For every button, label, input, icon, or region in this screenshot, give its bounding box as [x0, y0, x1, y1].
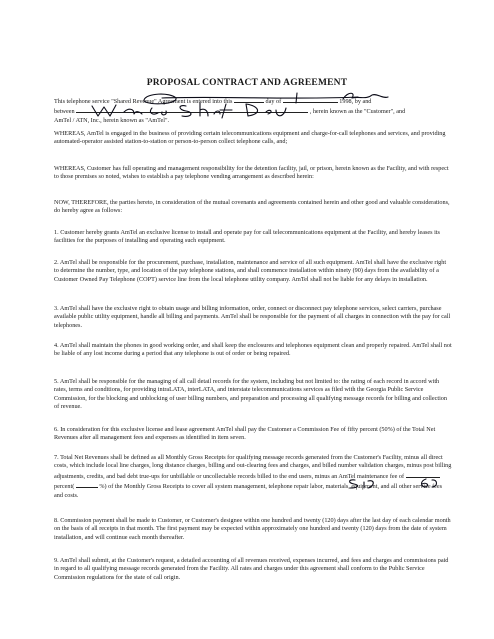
- clause-3: 3. AmTel shall have the exclusive right to obtain usage and billing information, order, connect or disconnect pay telephone services, select carriers, purchase available public utility equipment, handle all billing and payments. AmTel shall be responsible for the payment of all charges in connection with the pay for call telephones.: [54, 305, 451, 329]
- preamble-line-1: This telephone service "Shared Revenue" Agreement is entered into this day of 1998, by and: [54, 98, 372, 105]
- clause-4: 4. AmTel shall maintain the phones in good working order, and shall keep the enclosures and telephones equipment clean and properly repaired. AmTel shall not be liable of any lost income during a period that any telephone is out of order or being repaired.: [54, 342, 452, 358]
- customer-name-blank: [76, 106, 308, 113]
- document-title: PROPOSAL CONTRACT AND AGREEMENT: [146, 78, 348, 88]
- day-blank: [234, 96, 264, 103]
- maintenance-fee-blank: [406, 471, 440, 478]
- clause-1: 1. Customer hereby grants AmTel an exclusive license to install and operate pay for call telecommunications equipment at the Facility, and hereby leases its facilities for the purposes of installing and operating such equipment.: [54, 229, 440, 245]
- clause-8: 8. Commission payment shall be made to Customer, or Customer's designee within one hundred and twenty (120) days after the last day of each calendar month on the basis of all receipts in that month. The first payment may be expected within approximately one hundred and twenty (120) days from the date of system installation, and will continue each month thereafter.: [54, 517, 451, 541]
- now-therefore-clause: NOW, THEREFORE, the parties hereto, in consideration of the mutual covenants and agreements contained herein and other good and valuable considerations, do hereby agree as follows:: [54, 199, 450, 215]
- title-underline: [160, 88, 360, 94]
- month-blank: [283, 96, 338, 103]
- clause-2: 2. AmTel shall be responsible for the procurement, purchase, installation, maintenance and service of all such equipment. AmTel shall have the exclusive right to determine the number, type, and location of the pay telephone stations, and shall commence installation within ninety (90) days from the availability of a Customer Owned Pay Telephone (COPT) service line from the local telephone utility company. AmTel shall not be liable for any delays in installation.: [54, 259, 447, 283]
- clause-5: 5. AmTel shall be responsible for the managing of all call detail records for the system, including but not limited to: the rating of each record in accord with rates, terms and conditions, for providing intraLATA, interLATA, and interstate telecommunications services as filed with the Georgia Public Service Commission, for the blocking and unblocking of user billing numbers, and preparation and processing all qualifying message records for billing and collection of revenue.: [54, 378, 447, 411]
- whereas-clause-1: WHEREAS, AmTel is engaged in the business of providing certain telecommunications equipment and charge-for-call telephones and services, and providing automated-operator assisted station-to-station or person-to-person collect telephone calls, and;: [54, 130, 446, 146]
- whereas-clause-2: WHEREAS, Customer has full operating and management responsibility for the detention facility, jail, or prison, herein known as the Facility, and with respect to those premises so noted, wishes to establish a pay telephone vending arrangement as described herein:: [54, 165, 449, 181]
- clause-9: 9. AmTel shall submit, at the Customer's request, a detailed accounting of all revenues received, expenses incurred, and fees and charges and commissions paid in regard to all qualifying message records generated from the Facility. All rates and charges under this agreement shall conform to the Public Service Commission regulations for the state of call origin.: [54, 557, 449, 581]
- preamble-line-3: AmTel / ATN, Inc., herein known as "AmTel".: [54, 116, 170, 124]
- preamble-line-2: between , herein known as the "Customer", and: [54, 108, 406, 116]
- preamble: [54, 96, 452, 125]
- clause-7: 7. Total Net Revenues shall be defined as all Monthly Gross Receipts for qualifying message records generated from the Customer's Facility, minus all direct costs, which include local line charges, long distance charges, billing and out-clearing fees and charges, and billed number validation charges, minus post billing adjustments, credits, and bad debt true-ups for unbillable or uncollectable records billed to the end users, minus an AmTel maintenance fee of percent( %) of the Monthly Gross Receipts to cover all system management, telephone repair labor, materials, equipment, and all other service fees and costs.: [54, 454, 452, 499]
- maintenance-percent-blank: [76, 481, 98, 488]
- clause-6: 6. In consideration for this exclusive license and lease agreement AmTel shall pay the Customer a Commission Fee of fifty percent (50%) of the Total Net Revenues after all management fees and expenses as identified in item seven.: [54, 426, 436, 442]
